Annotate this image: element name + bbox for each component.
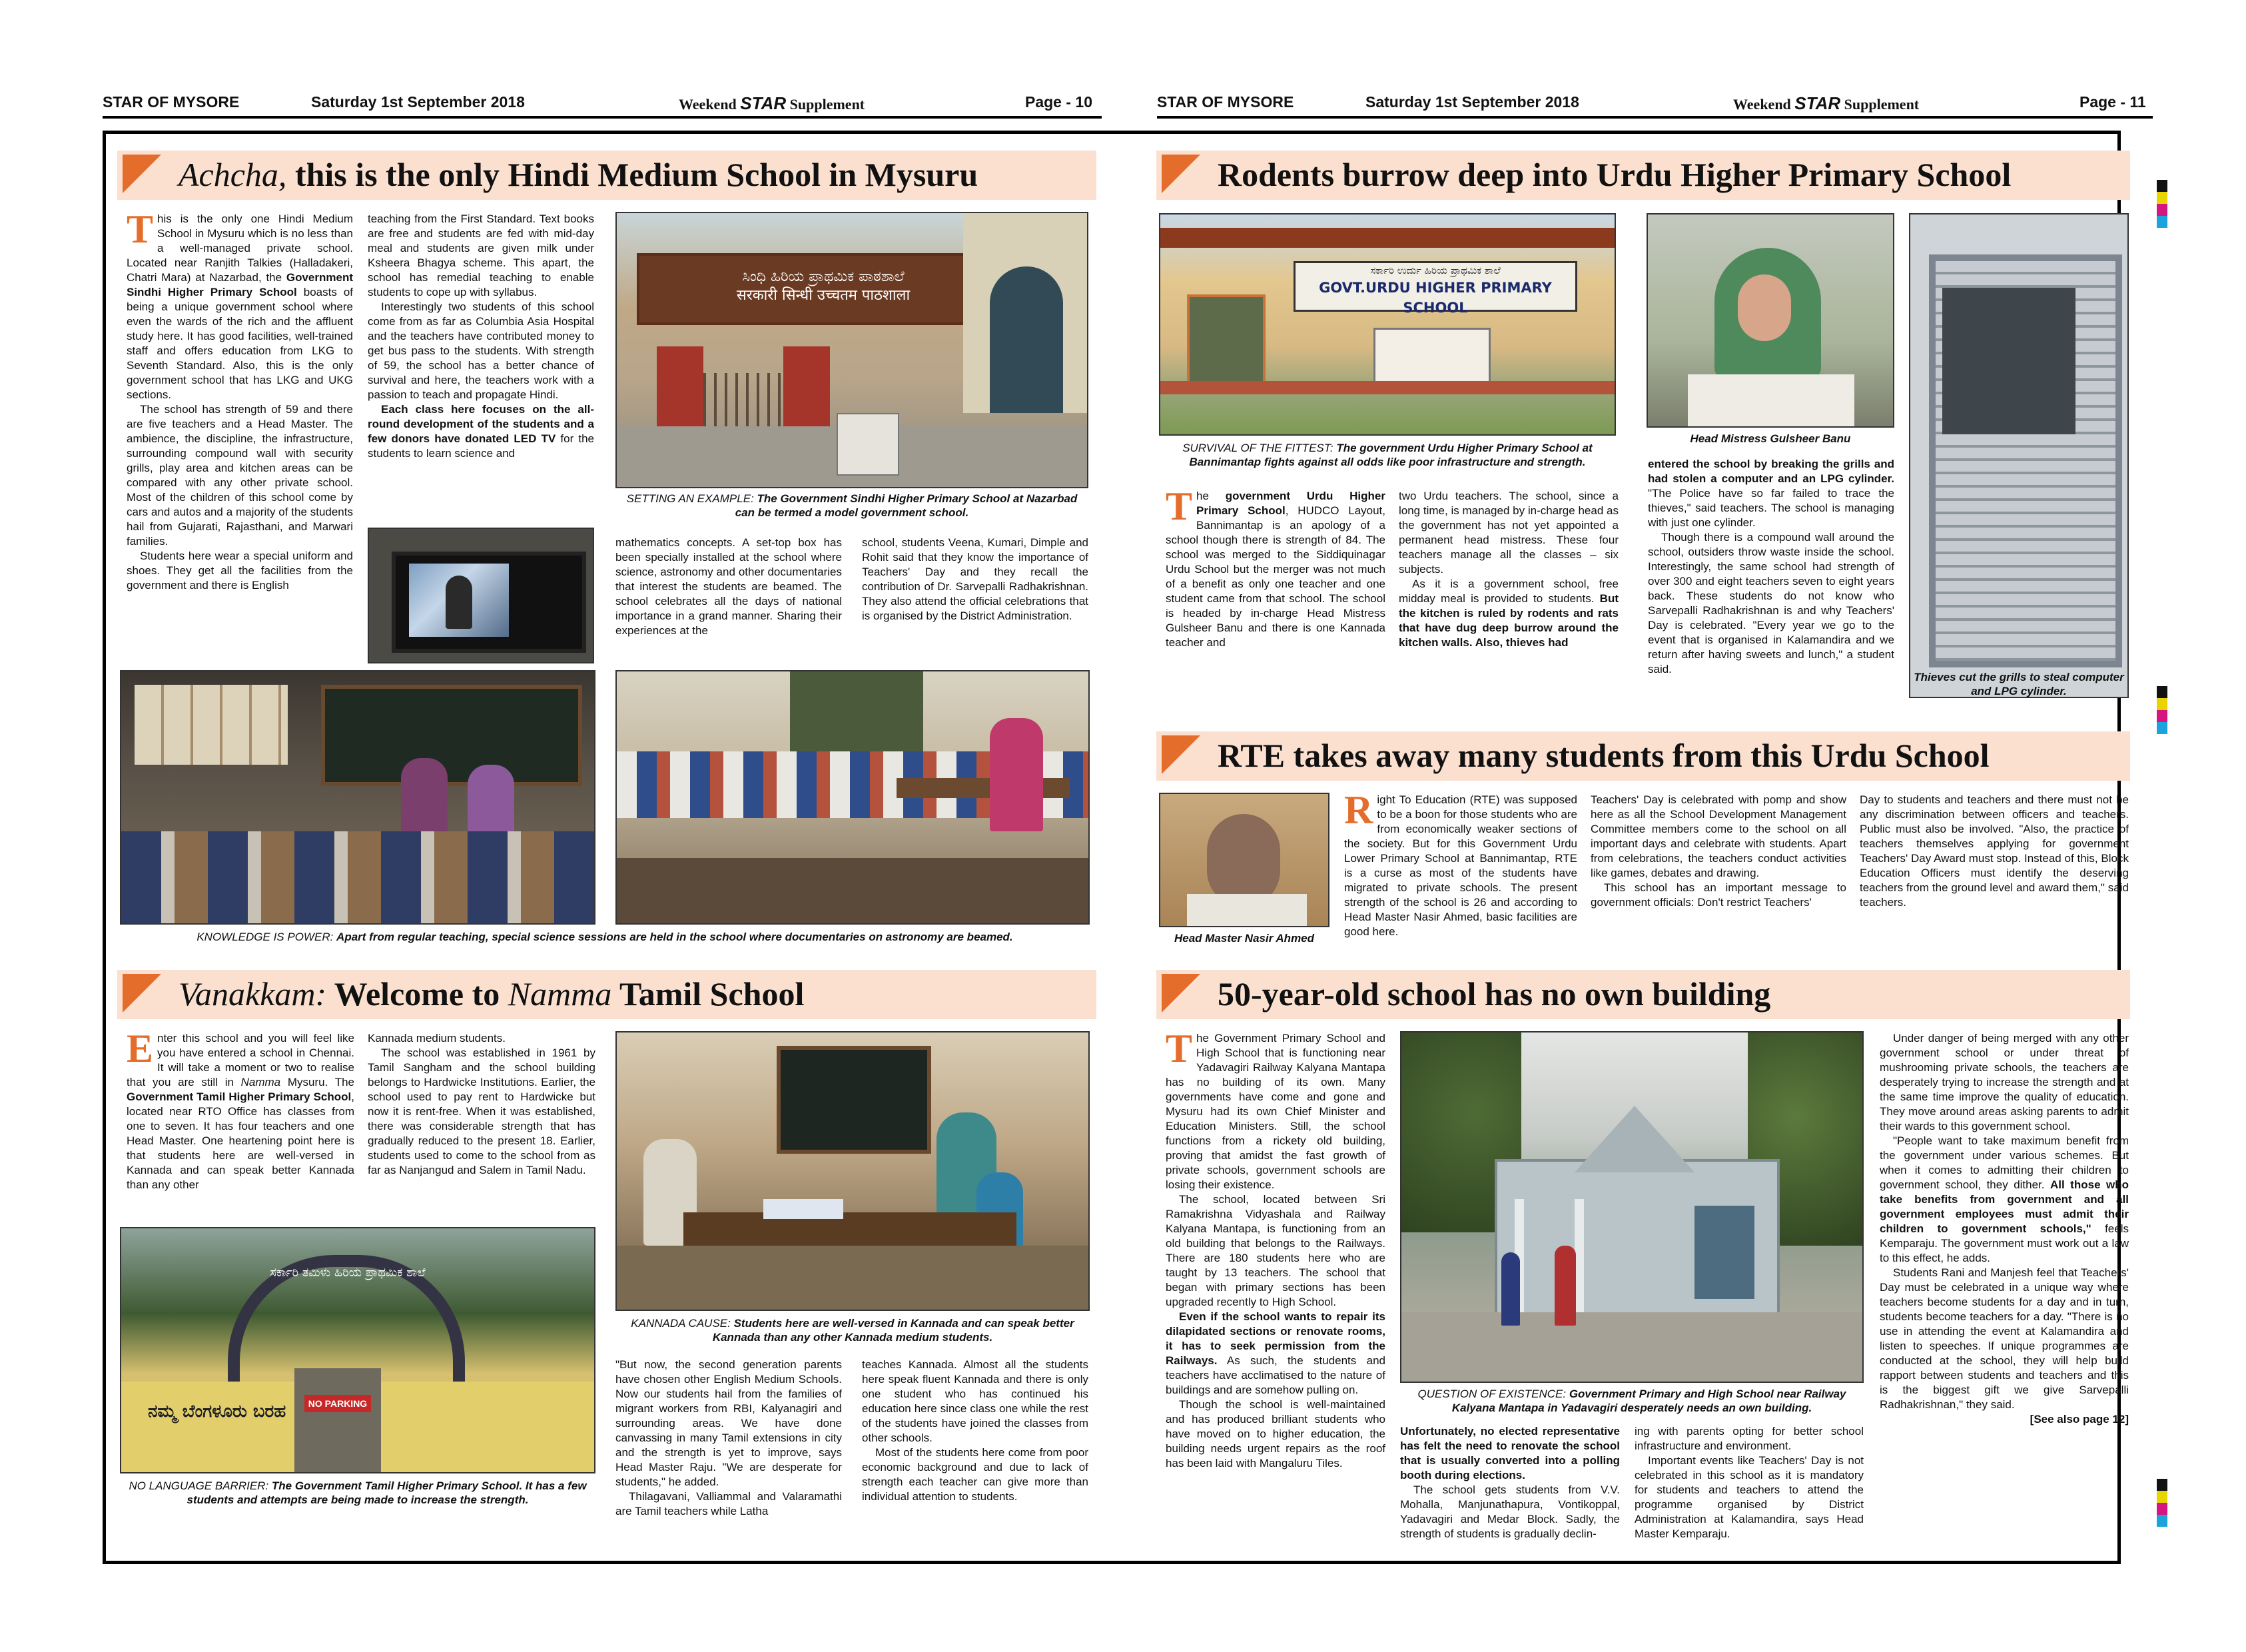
article-column: teaching from the First Standard. Text books are free and students are fed with mid-day meal and students are given milk under Ksheera Bhagya scheme. This apart, the school has remedial teaching to enable students to cope up with syllabus. Interestingly two students of this school come from as far as Columbia Asia Hospital and the teachers have contributed money to get bus pass to the students. With strength of 59, the school has a better chance of survival and here, the teachers work with a passion to teach and propagate Hindi. Each class here focuses on the all-round development of the students and a few donors have donated LED TV for the students to learn science and bbox=[368, 212, 595, 460]
article-column: Enter this school and you will feel like you have entered a school in Chennai. It will take a moment or two to realise that you are still in Namma Mysuru. The Government Tamil Higher Primary School, located near RTO Office has classes from one to seven. It has four teachers and one Head Master. One heartening point here is that students here are well-versed in Kannada and can speak better Kannada than any other bbox=[127, 1027, 354, 1191]
photo-caption: KNOWLEDGE IS POWER: Apart from regular teaching, special science sessions are held in the school where documentaries on astronomy are beamed. bbox=[196, 931, 1013, 943]
no-parking-sign: NO PARKING bbox=[304, 1395, 371, 1412]
headline-marker-icon bbox=[1162, 974, 1200, 1013]
registration-swatch-k bbox=[2157, 1479, 2167, 1491]
article-column: entered the school by breaking the grills and had stolen a computer and an LPG cylinder. "The Police have so far failed to trace the thieves," said teachers. The school is managing with just one cylinder. Though there is a compound wall around the school, outsiders throw waste inside the school. Interestingly, the same school had strength of over 300 and eight teachers seven to eight years back. These students do not know who Sarvepalli Radhakrishnan is and why Teachers' Day is celebrated. "Every year we go to the event that is organised in Kalamandira and we return after having sweets and lunch," a student said. bbox=[1648, 458, 1894, 675]
registration-swatch-m bbox=[2157, 710, 2167, 722]
photo-caption: Head Master Nasir Ahmed bbox=[1174, 932, 1315, 945]
photo-classroom-floor bbox=[615, 670, 1090, 925]
headline-marker-icon bbox=[123, 155, 161, 193]
supplement-name: Weekend STAR Supplement bbox=[679, 93, 865, 113]
article-column: The government Urdu Higher Primary School, HUDCO Layout, Bannimantap is an apology of a school though there is strength of 84. The school was merged to the Siddiquinagar Urdu School but the merger was not much of a benefit as only one teacher and one student came from that school. The school is headed by in-charge Head Mistress Gulsheer Banu and there is one Kannada teacher and bbox=[1166, 484, 1386, 649]
headline-marker-icon bbox=[1162, 735, 1200, 774]
article-column: Under danger of being merged with any other government school or under threat of mushrooming private schools, the teachers are desperately trying to increase the strength and at the same time improve the quality of education. They move around areas asking parents to admit their wards to this government school. "People want to take maximum benefit from the government under various schemes. But when it comes to admitting their children to government school, they dither. All those who take benefits from government and all government employees must admit their children to government schools," feels Kemparaju. The government must work out a law to this effect, he adds. Students Rani and Manjesh feel that Teachers' Day must be celebrated in a unique way where teachers become students for a day and in turn, students become teachers for a day. "There is no use in attending the event at Kalamandira and listen to speeches. If unique programmes are conducted at the school, they will help build rapport between students and teachers and this is the biggest gift we give Sarvepalli Radhakrishnan," they said. [See also page 12] bbox=[1880, 1032, 2129, 1426]
see-also-link[interactable]: [See also page 12] bbox=[2030, 1413, 2129, 1426]
article-headline: Vanakkam: Welcome to Namma Tamil School bbox=[179, 975, 805, 1013]
article-column: mathematics concepts. A set-top box has been specially installed at the school where science, astronomy and other documentaries that interest the students are beamed. The school celebrates all the days of national importance in a grand manner. Sharing their experiences at the bbox=[615, 536, 842, 637]
registration-strip-top bbox=[2157, 180, 2167, 226]
article-headline: Achcha, this is the only Hindi Medium School in Mysuru bbox=[179, 156, 978, 193]
wall-sign: ನಮ್ಮ ಬೆಂಗಳೂರು ಬರಹ bbox=[148, 1402, 286, 1422]
registration-swatch-c bbox=[2157, 216, 2167, 228]
article-column: ing with parents opting for better school infrastructure and environment. Important events like Teachers' Day is not celebrated in this school as it is mandatory for students and teachers to attend the programme organised by District Administration at Kalamandira, says Head Master Kemparaju. bbox=[1635, 1425, 1864, 1540]
page-header-right bbox=[1157, 87, 2156, 117]
page-number: Page - 10 bbox=[1025, 93, 1092, 111]
photo-urdu-school-building bbox=[1159, 213, 1616, 436]
registration-swatch-c bbox=[2157, 722, 2167, 734]
article-column: school, students Veena, Kumari, Dimple and Rohit said that they know the importance of Teachers' Day and they recall the contribution of Dr. Sarvepalli Radhakrishnan. They also attend the official celebrations that is organised by the District Administration. bbox=[862, 536, 1088, 622]
article-headline: Rodents burrow deep into Urdu Higher Primary School bbox=[1218, 156, 2012, 193]
article-column: This is the only one Hindi Medium School in Mysuru which is no less than a well-managed private school. Located near Ranjith Talkies (Halladakeri, Chatri Mara) at Nazarbad, the Government Sindhi Higher Primary School boasts of being a unique government school where even the wards of the rich and the affluent study here. It has good facilities, well-trained staff and offers education from LKG to Seventh Standard. Also, this is the only government school that has LKG and UKG sections. The school has strength of 59 and there are five teachers and a Head Master. The ambience, the discipline, the infrastructure, surrounding compound wall with security grills, play area and kitchen areas can be compared with any other private school. Most of the children of this school come by cars and autos and a majority of the students hail from Gujarati, Rajasthani, and Marwari families. Students here wear a special uniform and shoes. They get all the facilities from the government and there is English bbox=[127, 207, 353, 592]
article-column: Teachers' Day is celebrated with pomp and show here as all the School Development Management Committee members come to the school on all important days and celebrate with students. Apart from celebrations, the teachers conduct activities like games, debates and drawing. This school has an important message to government officials: Don't restrict Teachers' bbox=[1591, 793, 1846, 909]
registration-swatch-m bbox=[2157, 204, 2167, 216]
photo-caption: SURVIVAL OF THE FITTEST: The government Urdu Higher Primary School at Bannimantap fights against all odds like poor infrastructure and strength. bbox=[1182, 442, 1593, 468]
supplement-name: Weekend STAR Supplement bbox=[1733, 93, 1920, 113]
headline-marker-icon bbox=[123, 974, 161, 1013]
paper-name: STAR OF MYSORE bbox=[103, 93, 240, 111]
article-column: teaches Kannada. Almost all the students here speak fluent Kannada and there is only one student who has continued his education here since class one while the rest of the students have joined the classes from other schools. Most of the students here come from poor economic background and due to lack of strength each teacher can give more than individual attention to students. bbox=[862, 1358, 1088, 1503]
article-fifty-year-school bbox=[1156, 970, 2130, 1556]
photo-caption: Thieves cut the grills to steal computer and LPG cylinder. bbox=[1914, 671, 2124, 697]
headline-bar bbox=[1156, 970, 2130, 1019]
header-rule-left bbox=[103, 116, 1102, 119]
article-tamil-school bbox=[117, 970, 1096, 1556]
headline-bar bbox=[1156, 151, 2130, 200]
photo-caption: Head Mistress Gulsheer Banu bbox=[1690, 432, 1851, 445]
school-signboard: ಸಿಂಧಿ ಹಿರಿಯ ಪ್ರಾಥಮಿಕ ಪಾಠಶಾಲೆ सरकारी सिन्धी उच्चतम पाठशाला bbox=[736, 268, 911, 304]
article-headline: 50-year-old school has no own building bbox=[1218, 975, 1771, 1013]
registration-swatch-y bbox=[2157, 192, 2167, 204]
page-header-left bbox=[103, 87, 1102, 117]
photo-caption: QUESTION OF EXISTENCE: Government Primary and High School near Railway Kalyana Mantapa in Yadavagiri desperately needs an own building. bbox=[1417, 1388, 1846, 1414]
registration-strip-middle bbox=[2157, 686, 2167, 734]
photo-tamil-school-gate bbox=[120, 1227, 595, 1473]
article-rte bbox=[1156, 731, 2130, 951]
headline-bar bbox=[117, 151, 1096, 200]
article-column: The Government Primary School and High School that is functioning near Yadavagiri Railway Kalyana Mantapa has no building of its own. Many governments have come and gone and Mysuru had its own Chief Minister and Education Ministers. Still, the school functions from a rickety old building, proving that amidst the fast growth of private schools, government schools are losing their existence. The school, located between Sri Ramakrishna Vidyashala and Railway Kalyana Mantapa, is functioning from an old building that belongs to the Railways. There are 180 students here who are taught by 13 teachers. The school that began with primary sections has been upgraded recently to High School. Even if the school wants to repair its dilapidated sections or renovate rooms, it has to seek permission from the Railways. As such, the students and teachers have acclimatised to the nature of buildings and are somehow pulling on. Though the school is well-maintained and has produced brilliant students who have moved on to higher education, the building needs urgent repairs as the roof has been laid with Mangaluru Tiles. bbox=[1166, 1027, 1385, 1469]
article-headline: RTE takes away many students from this Urdu School bbox=[1218, 737, 1990, 774]
article-column: Day to students and teachers and there must not be any discrimination between officers and teachers. Public must also be involved. "Also, the practice of teachers themselves applying for government Teachers' Day Award must stop. Instead of this, Block Education Officers must identify the deserving teachers from the ground level and award them," said teachers. bbox=[1860, 793, 2129, 909]
article-column: "But now, the second generation parents have chosen other English Medium Schools. Now our students hail from the families of migrant workers from RBI, Kalyanagiri and surrounding areas. We have done canvassing in many Tamil extensions in city and the strength is yet to improve, says Head Master Raju. "We are desperate for students," he added. Thilagavani, Valliammal and Valaramathi are Tamil teachers while Latha bbox=[615, 1358, 842, 1517]
photo-hindi-school-building bbox=[615, 212, 1088, 488]
headline-marker-icon bbox=[1162, 155, 1200, 193]
photo-head-mistress bbox=[1647, 213, 1894, 428]
registration-swatch-y bbox=[2157, 698, 2167, 710]
photo-broken-grills bbox=[1909, 213, 2129, 698]
headline-bar bbox=[117, 970, 1096, 1019]
article-column: two Urdu teachers. The school, since a long time, is managed by in-charge head as the government has not yet appointed a permanent head mistress. These four teachers manage all the classes – six subjects. As it is a government school, free midday meal is provided to students. But the kitchen is ruled by rodents and rats that have dug deep burrow around the kitchen walls. Also, thieves had bbox=[1399, 490, 1619, 649]
registration-swatch-y bbox=[2157, 1491, 2167, 1503]
gate-arch-sign: ಸರ್ಕಾರಿ ತಮಿಳು ಹಿರಿಯ ಪ್ರಾಥಮಿಕ ಶಾಲೆ bbox=[270, 1266, 426, 1280]
headline-bar bbox=[1156, 731, 2130, 781]
page-number: Page - 11 bbox=[2079, 93, 2146, 111]
registration-swatch-c bbox=[2157, 1515, 2167, 1527]
article-column: Unfortunately, no elected representative has felt the need to renovate the school that is usually converted into a polling booth during elections. The school gets students from V.V. Mohalla, Manjunathapura, Vontikoppal, Yadavagiri and Medar Block. Sadly, the strength of students is gradually declin- bbox=[1400, 1425, 1620, 1540]
article-column: Right To Education (RTE) was supposed to be a boon for those students who are from economically weaker sections of the society. But for this Government Urdu Lower Primary School at Bannimantap, RTE is a curse as most of the students have migrated to private schools. The present strength of the school is 26 and according to Head Master Nasir Ahmed, basic facilities are good here. bbox=[1344, 788, 1577, 938]
registration-swatch-k bbox=[2157, 180, 2167, 192]
photo-old-school-building bbox=[1400, 1031, 1864, 1383]
issue-date: Saturday 1st September 2018 bbox=[1365, 93, 1579, 111]
paper-name: STAR OF MYSORE bbox=[1157, 93, 1294, 111]
photo-caption: NO LANGUAGE BARRIER: The Government Tamil Higher Primary School. It has a few students and attempts are being made to increase the strength. bbox=[129, 1479, 587, 1506]
photo-head-master bbox=[1159, 793, 1329, 927]
photo-tamil-classroom bbox=[615, 1031, 1090, 1311]
photo-classroom-tv bbox=[368, 528, 594, 663]
registration-strip-bottom bbox=[2157, 1479, 2167, 1527]
issue-date: Saturday 1st September 2018 bbox=[311, 93, 525, 111]
photo-classroom-blackboard bbox=[120, 670, 595, 925]
photo-caption: KANNADA CAUSE: Students here are well-versed in Kannada and can speak better Kannada than any other Kannada medium students. bbox=[631, 1317, 1074, 1344]
article-urdu-rodents bbox=[1156, 151, 2130, 717]
article-hindi-school bbox=[117, 151, 1096, 950]
registration-swatch-m bbox=[2157, 1503, 2167, 1515]
photo-caption: SETTING AN EXAMPLE: The Government Sindhi Higher Primary School at Nazarbad can be termed a model government school. bbox=[626, 492, 1078, 519]
header-rule-right bbox=[1157, 116, 2153, 119]
tv-screen bbox=[392, 552, 586, 653]
registration-swatch-k bbox=[2157, 686, 2167, 698]
school-signboard: ಸರ್ಕಾರಿ ಉರ್ದು ಹಿರಿಯ ಪ್ರಾಥಮಿಕ ಶಾಲೆ GOVT.URDU HIGHER PRIMARY SCHOOL bbox=[1294, 261, 1577, 312]
article-column: Kannada medium students. The school was established in 1961 by Tamil Sangham and the school building belongs to Hardwicke Institutions. Earlier, the school used to pay rent to Hardwicke but now it is rent-free. When it was established, there was considerable strength that has gradually reduced to the present 18. Earlier, students used to come to the school from as far as Nanjangud and Salem in Tamil Nadu. bbox=[368, 1032, 595, 1176]
